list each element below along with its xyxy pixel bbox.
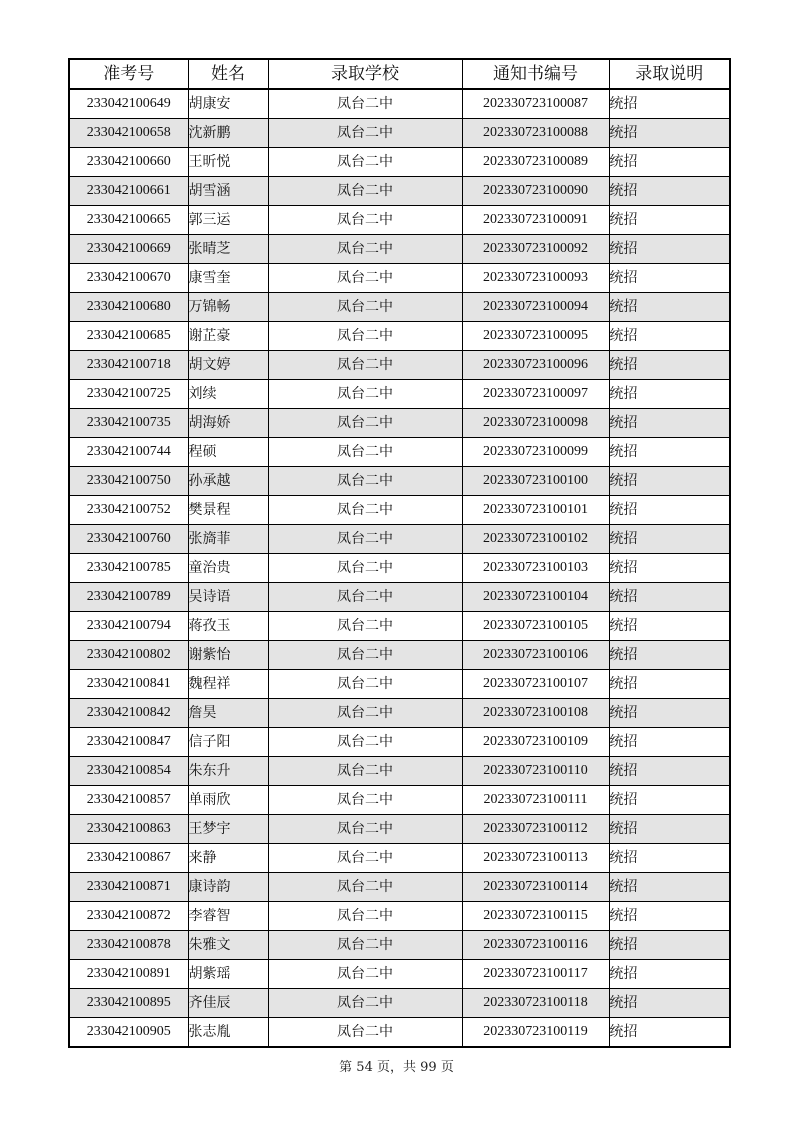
cell-admitted-school: 凤台二中 [268, 641, 462, 670]
cell-name: 吴诗语 [188, 583, 268, 612]
cell-admission-note: 统招 [609, 612, 730, 641]
cell-admission-note: 统招 [609, 583, 730, 612]
cell-notice-number: 202330723100090 [462, 177, 609, 206]
cell-exam-number: 233042100670 [69, 264, 188, 293]
header-admission-note: 录取说明 [609, 59, 730, 89]
cell-name: 朱东升 [188, 757, 268, 786]
cell-notice-number: 202330723100112 [462, 815, 609, 844]
table-row [69, 583, 730, 612]
cell-name: 张志胤 [188, 1018, 268, 1048]
table-row [69, 177, 730, 206]
cell-admission-note: 统招 [609, 815, 730, 844]
cell-admission-note: 统招 [609, 873, 730, 902]
cell-notice-number: 202330723100109 [462, 728, 609, 757]
cell-notice-number: 202330723100102 [462, 525, 609, 554]
cell-notice-number: 202330723100100 [462, 467, 609, 496]
cell-exam-number: 233042100661 [69, 177, 188, 206]
header-exam-number: 准考号 [69, 59, 188, 89]
cell-name: 孙承越 [188, 467, 268, 496]
cell-exam-number: 233042100863 [69, 815, 188, 844]
cell-notice-number: 202330723100103 [462, 554, 609, 583]
cell-notice-number: 202330723100089 [462, 148, 609, 177]
cell-notice-number: 202330723100088 [462, 119, 609, 148]
cell-admission-note: 统招 [609, 177, 730, 206]
table-row [69, 641, 730, 670]
cell-admitted-school: 凤台二中 [268, 351, 462, 380]
cell-admitted-school: 凤台二中 [268, 409, 462, 438]
cell-admitted-school: 凤台二中 [268, 931, 462, 960]
cell-name: 康诗韵 [188, 873, 268, 902]
cell-exam-number: 233042100841 [69, 670, 188, 699]
cell-admitted-school: 凤台二中 [268, 293, 462, 322]
footer-total-pages: 99 [420, 1060, 437, 1075]
cell-exam-number: 233042100660 [69, 148, 188, 177]
cell-admitted-school: 凤台二中 [268, 844, 462, 873]
cell-admitted-school: 凤台二中 [268, 380, 462, 409]
cell-admitted-school: 凤台二中 [268, 206, 462, 235]
cell-admission-note: 统招 [609, 989, 730, 1018]
cell-notice-number: 202330723100093 [462, 264, 609, 293]
cell-admission-note: 统招 [609, 699, 730, 728]
cell-name: 张晴芝 [188, 235, 268, 264]
cell-notice-number: 202330723100108 [462, 699, 609, 728]
cell-admission-note: 统招 [609, 641, 730, 670]
cell-admission-note: 统招 [609, 467, 730, 496]
table-row [69, 728, 730, 757]
header-admitted-school: 录取学校 [268, 59, 462, 89]
cell-admission-note: 统招 [609, 119, 730, 148]
cell-exam-number: 233042100685 [69, 322, 188, 351]
cell-name: 康雪奎 [188, 264, 268, 293]
cell-name: 万锦畅 [188, 293, 268, 322]
cell-exam-number: 233042100725 [69, 380, 188, 409]
cell-exam-number: 233042100794 [69, 612, 188, 641]
cell-exam-number: 233042100857 [69, 786, 188, 815]
cell-name: 魏程祥 [188, 670, 268, 699]
cell-notice-number: 202330723100106 [462, 641, 609, 670]
table-row [69, 351, 730, 380]
cell-notice-number: 202330723100116 [462, 931, 609, 960]
cell-admitted-school: 凤台二中 [268, 322, 462, 351]
cell-notice-number: 202330723100110 [462, 757, 609, 786]
cell-name: 童治贵 [188, 554, 268, 583]
table-row [69, 612, 730, 641]
table-row [69, 322, 730, 351]
cell-admitted-school: 凤台二中 [268, 148, 462, 177]
cell-name: 胡紫瑶 [188, 960, 268, 989]
footer-middle: 页，共 [376, 1060, 416, 1075]
cell-notice-number: 202330723100094 [462, 293, 609, 322]
header-name: 姓名 [188, 59, 268, 89]
cell-admitted-school: 凤台二中 [268, 960, 462, 989]
cell-notice-number: 202330723100092 [462, 235, 609, 264]
cell-admitted-school: 凤台二中 [268, 815, 462, 844]
cell-exam-number: 233042100658 [69, 119, 188, 148]
cell-admission-note: 统招 [609, 380, 730, 409]
cell-name: 詹昊 [188, 699, 268, 728]
footer-page-number: 54 [356, 1060, 373, 1075]
cell-admitted-school: 凤台二中 [268, 467, 462, 496]
cell-admission-note: 统招 [609, 786, 730, 815]
cell-admission-note: 统招 [609, 670, 730, 699]
cell-notice-number: 202330723100104 [462, 583, 609, 612]
cell-notice-number: 202330723100107 [462, 670, 609, 699]
table-row [69, 380, 730, 409]
cell-notice-number: 202330723100119 [462, 1018, 609, 1048]
cell-admitted-school: 凤台二中 [268, 496, 462, 525]
cell-name: 来静 [188, 844, 268, 873]
cell-notice-number: 202330723100113 [462, 844, 609, 873]
cell-exam-number: 233042100891 [69, 960, 188, 989]
cell-name: 信子阳 [188, 728, 268, 757]
table-row [69, 206, 730, 235]
cell-admission-note: 统招 [609, 235, 730, 264]
cell-name: 王昕悦 [188, 148, 268, 177]
cell-admitted-school: 凤台二中 [268, 699, 462, 728]
cell-exam-number: 233042100785 [69, 554, 188, 583]
cell-admission-note: 统招 [609, 409, 730, 438]
cell-exam-number: 233042100718 [69, 351, 188, 380]
cell-admitted-school: 凤台二中 [268, 786, 462, 815]
cell-admitted-school: 凤台二中 [268, 873, 462, 902]
table-row [69, 525, 730, 554]
cell-admitted-school: 凤台二中 [268, 989, 462, 1018]
table-row [69, 757, 730, 786]
cell-admission-note: 统招 [609, 960, 730, 989]
cell-admitted-school: 凤台二中 [268, 525, 462, 554]
cell-admission-note: 统招 [609, 525, 730, 554]
table-row [69, 264, 730, 293]
cell-exam-number: 233042100680 [69, 293, 188, 322]
cell-exam-number: 233042100842 [69, 699, 188, 728]
table-row [69, 89, 730, 119]
table-body [69, 89, 730, 1047]
table-row [69, 699, 730, 728]
footer-suffix: 页 [440, 1060, 454, 1075]
table-row [69, 873, 730, 902]
cell-exam-number: 233042100752 [69, 496, 188, 525]
table-row [69, 438, 730, 467]
cell-exam-number: 233042100665 [69, 206, 188, 235]
cell-name: 刘续 [188, 380, 268, 409]
table-row [69, 409, 730, 438]
cell-admitted-school: 凤台二中 [268, 177, 462, 206]
cell-admitted-school: 凤台二中 [268, 89, 462, 119]
table-row [69, 467, 730, 496]
cell-admitted-school: 凤台二中 [268, 1018, 462, 1048]
cell-notice-number: 202330723100114 [462, 873, 609, 902]
cell-admission-note: 统招 [609, 148, 730, 177]
cell-admission-note: 统招 [609, 264, 730, 293]
cell-notice-number: 202330723100097 [462, 380, 609, 409]
cell-name: 沈新鹏 [188, 119, 268, 148]
cell-name: 郭三运 [188, 206, 268, 235]
cell-name: 张旖菲 [188, 525, 268, 554]
cell-admission-note: 统招 [609, 496, 730, 525]
table-header-row [69, 59, 730, 89]
header-notice-number: 通知书编号 [462, 59, 609, 89]
table-row [69, 989, 730, 1018]
cell-exam-number: 233042100854 [69, 757, 188, 786]
cell-exam-number: 233042100867 [69, 844, 188, 873]
footer-prefix: 第 [339, 1060, 353, 1075]
cell-admitted-school: 凤台二中 [268, 902, 462, 931]
cell-admitted-school: 凤台二中 [268, 438, 462, 467]
cell-admission-note: 统招 [609, 293, 730, 322]
cell-admission-note: 统招 [609, 554, 730, 583]
cell-exam-number: 233042100847 [69, 728, 188, 757]
cell-admitted-school: 凤台二中 [268, 583, 462, 612]
table-row [69, 119, 730, 148]
table-row [69, 148, 730, 177]
cell-admission-note: 统招 [609, 351, 730, 380]
table-row [69, 293, 730, 322]
cell-exam-number: 233042100750 [69, 467, 188, 496]
cell-exam-number: 233042100789 [69, 583, 188, 612]
cell-name: 胡康安 [188, 89, 268, 119]
cell-admission-note: 统招 [609, 931, 730, 960]
cell-name: 谢紫怡 [188, 641, 268, 670]
cell-exam-number: 233042100802 [69, 641, 188, 670]
cell-name: 胡文婷 [188, 351, 268, 380]
cell-name: 谢芷豪 [188, 322, 268, 351]
cell-notice-number: 202330723100111 [462, 786, 609, 815]
cell-notice-number: 202330723100101 [462, 496, 609, 525]
cell-exam-number: 233042100735 [69, 409, 188, 438]
cell-exam-number: 233042100744 [69, 438, 188, 467]
page-footer [0, 1056, 793, 1075]
cell-notice-number: 202330723100087 [462, 89, 609, 119]
cell-admitted-school: 凤台二中 [268, 554, 462, 583]
cell-admitted-school: 凤台二中 [268, 119, 462, 148]
cell-notice-number: 202330723100105 [462, 612, 609, 641]
table-row [69, 931, 730, 960]
cell-notice-number: 202330723100117 [462, 960, 609, 989]
cell-name: 蒋孜玉 [188, 612, 268, 641]
cell-admission-note: 统招 [609, 902, 730, 931]
admission-table [68, 58, 731, 1048]
cell-notice-number: 202330723100091 [462, 206, 609, 235]
table-row [69, 670, 730, 699]
cell-exam-number: 233042100895 [69, 989, 188, 1018]
table-row [69, 1018, 730, 1048]
cell-exam-number: 233042100878 [69, 931, 188, 960]
cell-name: 樊景程 [188, 496, 268, 525]
cell-name: 单雨欣 [188, 786, 268, 815]
cell-exam-number: 233042100871 [69, 873, 188, 902]
table-row [69, 815, 730, 844]
cell-admitted-school: 凤台二中 [268, 235, 462, 264]
table-row [69, 235, 730, 264]
cell-notice-number: 202330723100099 [462, 438, 609, 467]
cell-admission-note: 统招 [609, 757, 730, 786]
cell-admitted-school: 凤台二中 [268, 264, 462, 293]
cell-admitted-school: 凤台二中 [268, 612, 462, 641]
cell-admission-note: 统招 [609, 438, 730, 467]
cell-notice-number: 202330723100118 [462, 989, 609, 1018]
cell-admission-note: 统招 [609, 322, 730, 351]
table-row [69, 844, 730, 873]
cell-name: 胡雪涵 [188, 177, 268, 206]
cell-exam-number: 233042100760 [69, 525, 188, 554]
cell-exam-number: 233042100872 [69, 902, 188, 931]
cell-admission-note: 统招 [609, 89, 730, 119]
table-row [69, 496, 730, 525]
table-row [69, 960, 730, 989]
cell-exam-number: 233042100905 [69, 1018, 188, 1048]
cell-admission-note: 统招 [609, 728, 730, 757]
cell-name: 程硕 [188, 438, 268, 467]
table-row [69, 902, 730, 931]
cell-name: 齐佳辰 [188, 989, 268, 1018]
cell-admission-note: 统招 [609, 844, 730, 873]
cell-notice-number: 202330723100115 [462, 902, 609, 931]
cell-admission-note: 统招 [609, 206, 730, 235]
cell-exam-number: 233042100649 [69, 89, 188, 119]
cell-notice-number: 202330723100096 [462, 351, 609, 380]
cell-name: 朱雅文 [188, 931, 268, 960]
table-row [69, 786, 730, 815]
cell-name: 李睿智 [188, 902, 268, 931]
cell-admitted-school: 凤台二中 [268, 728, 462, 757]
cell-notice-number: 202330723100098 [462, 409, 609, 438]
cell-exam-number: 233042100669 [69, 235, 188, 264]
cell-notice-number: 202330723100095 [462, 322, 609, 351]
cell-admitted-school: 凤台二中 [268, 757, 462, 786]
table-row [69, 554, 730, 583]
cell-name: 王梦宇 [188, 815, 268, 844]
cell-name: 胡海娇 [188, 409, 268, 438]
cell-admitted-school: 凤台二中 [268, 670, 462, 699]
cell-admission-note: 统招 [609, 1018, 730, 1048]
